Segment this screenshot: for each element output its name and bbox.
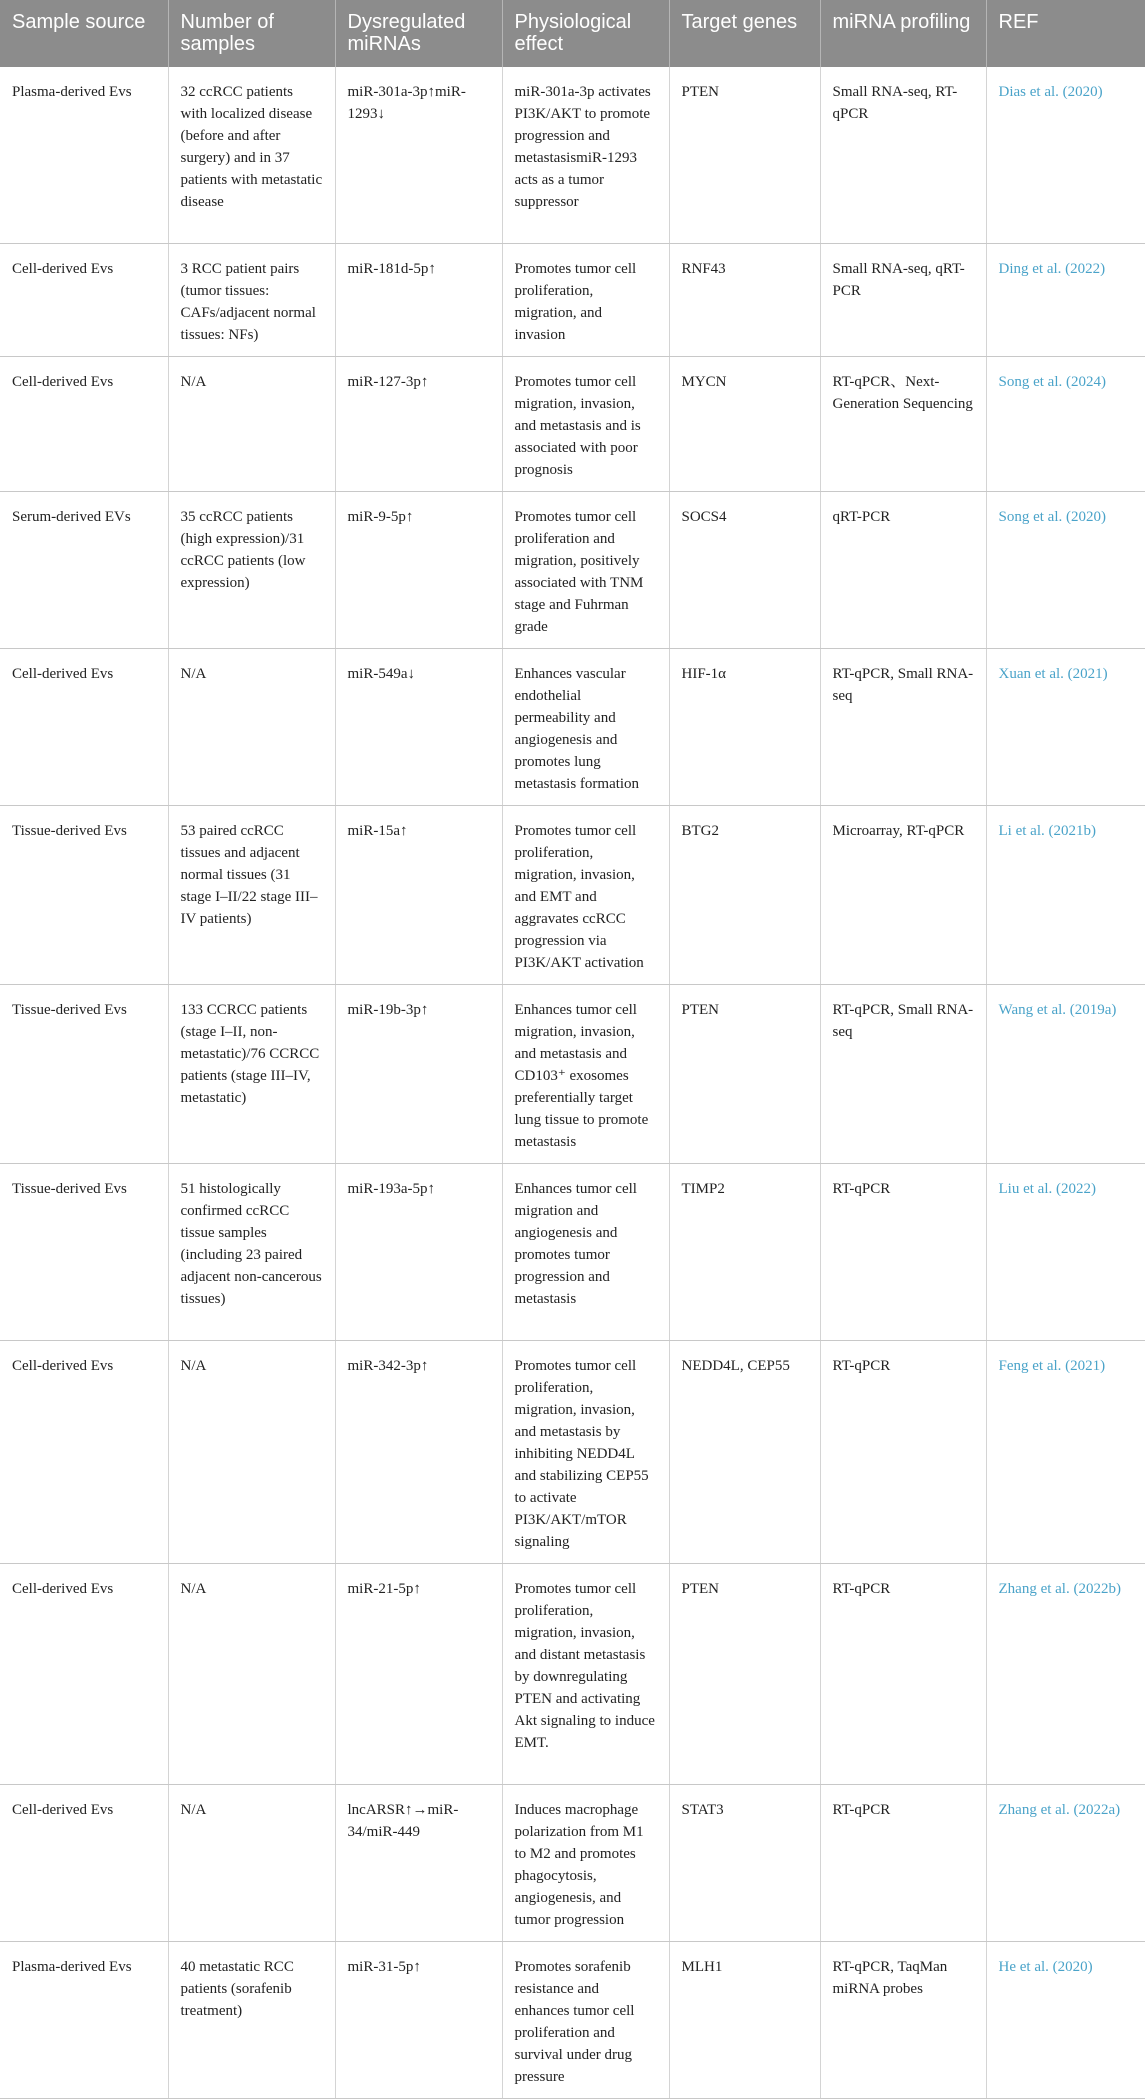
table-row [0,1163,1145,1340]
cell-physiological-effect: Promotes tumor cell proliferation and migration, positively associated with TNM stage and Fuhrman grade [502,491,669,648]
cell-mirna-profiling: Small RNA-seq, qRT-PCR [820,243,986,356]
header-sample-source: Sample source [0,0,168,67]
cell-dysregulated-mirnas: miR-21-5p↑ [335,1563,502,1784]
cell-dysregulated-mirnas: miR-301a-3p↑miR-1293↓ [335,67,502,243]
table-row [0,648,1145,805]
cell-target-genes: HIF-1α [669,648,820,805]
table-header [0,0,1145,67]
cell-mirna-profiling: RT-qPCR [820,1563,986,1784]
cell-target-genes: PTEN [669,67,820,243]
header-target-genes: Target genes [669,0,820,67]
cell-target-genes: STAT3 [669,1784,820,1941]
header-row [0,0,1145,67]
cell-target-genes: BTG2 [669,805,820,984]
cell-physiological-effect: Promotes tumor cell proliferation, migration, invasion, and distant metastasis by downregulating PTEN and activating Akt signaling to induce EMT. [502,1563,669,1784]
cell-mirna-profiling: RT-qPCR, TaqMan miRNA probes [820,1941,986,2098]
cell-physiological-effect: Enhances tumor cell migration and angiogenesis and promotes tumor progression and metastasis [502,1163,669,1340]
cell-physiological-effect: Promotes tumor cell proliferation, migration, invasion, and EMT and aggravates ccRCC progression via PI3K/AKT activation [502,805,669,984]
cell-sample-source: Plasma-derived Evs [0,67,168,243]
cell-sample-source: Cell-derived Evs [0,1340,168,1563]
cell-dysregulated-mirnas: miR-127-3p↑ [335,356,502,491]
table-row [0,243,1145,356]
cell-physiological-effect: Enhances tumor cell migration, invasion, and metastasis and CD103⁺ exosomes preferentially target lung tissue to promote metastasis [502,984,669,1163]
cell-dysregulated-mirnas: miR-9-5p↑ [335,491,502,648]
cell-physiological-effect: Promotes tumor cell migration, invasion, and metastasis and is associated with poor prognosis [502,356,669,491]
cell-ref-link[interactable]: Ding et al. (2022) [986,243,1145,356]
cell-target-genes: MLH1 [669,1941,820,2098]
cell-sample-source: Tissue-derived Evs [0,984,168,1163]
cell-sample-source: Serum-derived EVs [0,491,168,648]
table-row [0,491,1145,648]
cell-physiological-effect: Induces macrophage polarization from M1 to M2 and promotes phagocytosis, angiogenesis, and tumor progression [502,1784,669,1941]
cell-mirna-profiling: Small RNA-seq, RT-qPCR [820,67,986,243]
cell-physiological-effect: Enhances vascular endothelial permeability and angiogenesis and promotes lung metastasis formation [502,648,669,805]
cell-ref-link[interactable]: Wang et al. (2019a) [986,984,1145,1163]
cell-number-of-samples: 3 RCC patient pairs (tumor tissues: CAFs/adjacent normal tissues: NFs) [168,243,335,356]
cell-ref-link[interactable]: Feng et al. (2021) [986,1340,1145,1563]
cell-ref-link[interactable]: Xuan et al. (2021) [986,648,1145,805]
cell-number-of-samples: 51 histologically confirmed ccRCC tissue samples (including 23 paired adjacent non-cancerous tissues) [168,1163,335,1340]
table-row [0,67,1145,243]
cell-target-genes: PTEN [669,1563,820,1784]
cell-ref-link[interactable]: Song et al. (2020) [986,491,1145,648]
table-row [0,1340,1145,1563]
cell-sample-source: Plasma-derived Evs [0,1941,168,2098]
cell-sample-source: Cell-derived Evs [0,648,168,805]
cell-ref-link[interactable]: Song et al. (2024) [986,356,1145,491]
cell-ref-link[interactable]: Liu et al. (2022) [986,1163,1145,1340]
header-ref: REF [986,0,1145,67]
header-dysregulated-mirnas: Dysregulated miRNAs [335,0,502,67]
cell-number-of-samples: 53 paired ccRCC tissues and adjacent normal tissues (31 stage I–II/22 stage III–IV patients) [168,805,335,984]
header-number-of-samples: Number of samples [168,0,335,67]
cell-target-genes: NEDD4L, CEP55 [669,1340,820,1563]
cell-physiological-effect: Promotes tumor cell proliferation, migration, and invasion [502,243,669,356]
cell-mirna-profiling: RT-qPCR、Next-Generation Sequencing [820,356,986,491]
table-body [0,67,1145,2098]
cell-sample-source: Tissue-derived Evs [0,1163,168,1340]
cell-dysregulated-mirnas: miR-181d-5p↑ [335,243,502,356]
cell-sample-source: Cell-derived Evs [0,1563,168,1784]
cell-sample-source: Tissue-derived Evs [0,805,168,984]
cell-ref-link[interactable]: Dias et al. (2020) [986,67,1145,243]
cell-mirna-profiling: qRT-PCR [820,491,986,648]
cell-target-genes: RNF43 [669,243,820,356]
cell-number-of-samples: 32 ccRCC patients with localized disease (before and after surgery) and in 37 patients with metastatic disease [168,67,335,243]
cell-number-of-samples: N/A [168,1340,335,1563]
cell-target-genes: PTEN [669,984,820,1163]
cell-number-of-samples: N/A [168,1784,335,1941]
cell-dysregulated-mirnas: miR-15a↑ [335,805,502,984]
cell-ref-link[interactable]: Zhang et al. (2022a) [986,1784,1145,1941]
cell-dysregulated-mirnas: miR-19b-3p↑ [335,984,502,1163]
cell-sample-source: Cell-derived Evs [0,1784,168,1941]
cell-mirna-profiling: RT-qPCR, Small RNA-seq [820,648,986,805]
cell-dysregulated-mirnas: lncARSR↑→miR-34/miR-449 [335,1784,502,1941]
cell-ref-link[interactable]: Li et al. (2021b) [986,805,1145,984]
cell-ref-link[interactable]: Zhang et al. (2022b) [986,1563,1145,1784]
cell-number-of-samples: N/A [168,356,335,491]
cell-number-of-samples: 40 metastatic RCC patients (sorafenib treatment) [168,1941,335,2098]
cell-number-of-samples: 35 ccRCC patients (high expression)/31 ccRCC patients (low expression) [168,491,335,648]
cell-dysregulated-mirnas: miR-31-5p↑ [335,1941,502,2098]
table-row [0,1941,1145,2098]
cell-physiological-effect: miR-301a-3p activates PI3K/AKT to promote progression and metastasismiR-1293 acts as a tumor suppressor [502,67,669,243]
cell-dysregulated-mirnas: miR-549a↓ [335,648,502,805]
table-row [0,1784,1145,1941]
cell-sample-source: Cell-derived Evs [0,356,168,491]
cell-mirna-profiling: RT-qPCR [820,1784,986,1941]
table-row [0,805,1145,984]
cell-ref-link[interactable]: He et al. (2020) [986,1941,1145,2098]
cell-physiological-effect: Promotes sorafenib resistance and enhances tumor cell proliferation and survival under drug pressure [502,1941,669,2098]
cell-sample-source: Cell-derived Evs [0,243,168,356]
header-mirna-profiling: miRNA profiling [820,0,986,67]
cell-dysregulated-mirnas: miR-342-3p↑ [335,1340,502,1563]
table-row [0,356,1145,491]
cell-physiological-effect: Promotes tumor cell proliferation, migration, invasion, and metastasis by inhibiting NEDD4L and stabilizing CEP55 to activate PI3K/AKT/mTOR signaling [502,1340,669,1563]
cell-dysregulated-mirnas: miR-193a-5p↑ [335,1163,502,1340]
cell-mirna-profiling: RT-qPCR [820,1163,986,1340]
header-physiological-effect: Physiological effect [502,0,669,67]
cell-number-of-samples: 133 CCRCC patients (stage I–II, non-metastatic)/76 CCRCC patients (stage III–IV, metastatic) [168,984,335,1163]
cell-target-genes: MYCN [669,356,820,491]
cell-number-of-samples: N/A [168,648,335,805]
cell-number-of-samples: N/A [168,1563,335,1784]
cell-mirna-profiling: Microarray, RT-qPCR [820,805,986,984]
table-row [0,984,1145,1163]
cell-target-genes: SOCS4 [669,491,820,648]
cell-target-genes: TIMP2 [669,1163,820,1340]
cell-mirna-profiling: RT-qPCR [820,1340,986,1563]
table-row [0,1563,1145,1784]
cell-mirna-profiling: RT-qPCR, Small RNA-seq [820,984,986,1163]
